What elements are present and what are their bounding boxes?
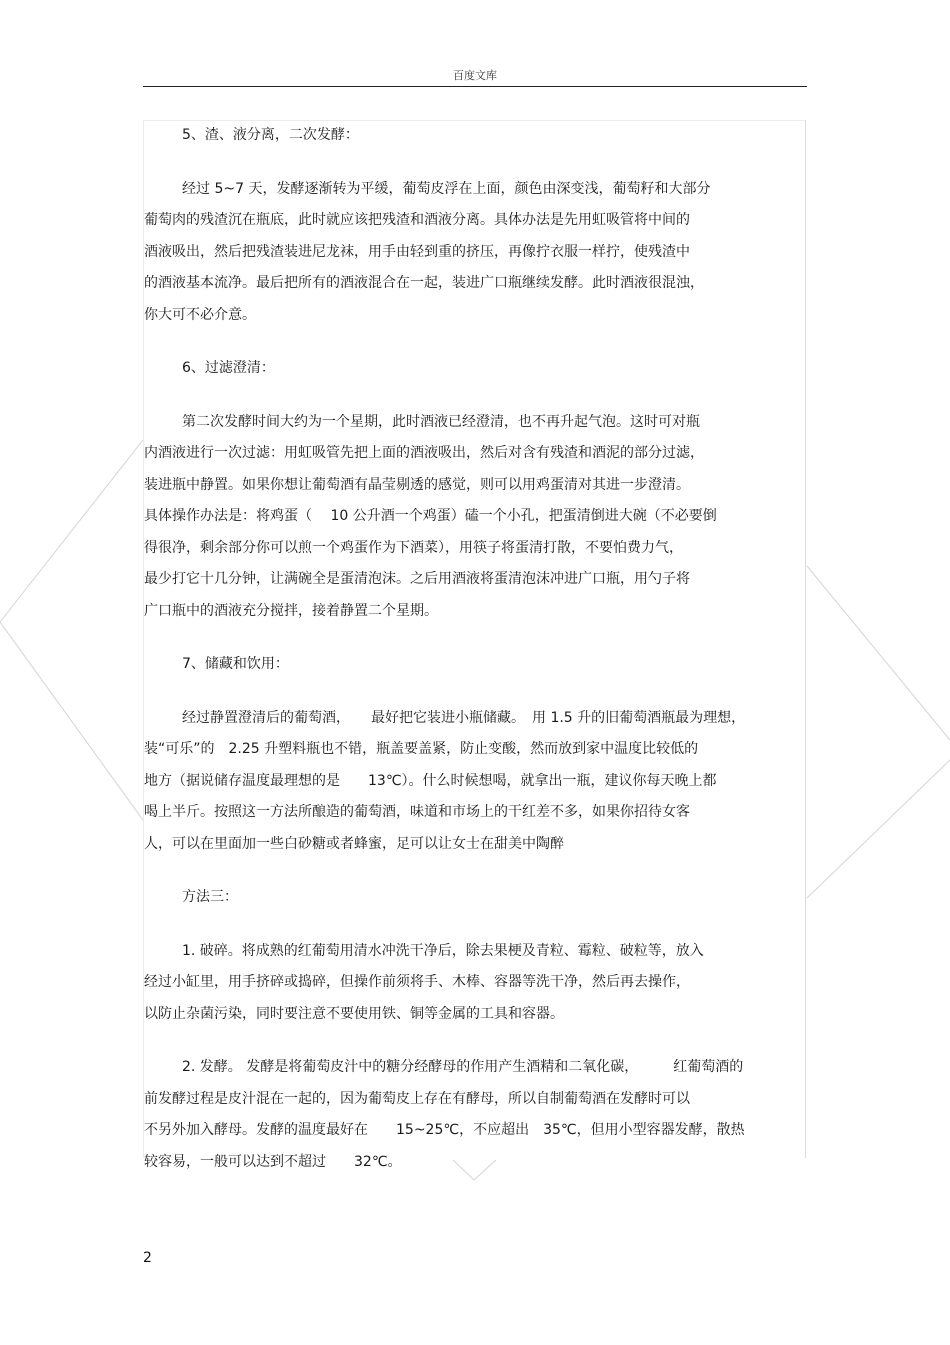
text-line: 喝上半斤。按照这一方法所酿造的葡萄酒，味道和市场上的干红差不多，如果你招待女客 [144,804,690,820]
text-line: 2. 发酵。 发酵是将葡萄皮汁中的糖分经酵母的作用产生酒精和二氧化碳， 红葡萄酒的 [182,1059,744,1075]
paragraph [144,1052,804,1178]
document-body [144,120,804,1178]
section-heading: 5、渣、液分离，二次发酵： [182,127,359,143]
text-line: 经过小缸里，用手挤碎或捣碎，但操作前须将手、木棒、容器等洗干净，然后再去操作， [144,974,690,990]
text-line: 前发酵过程是皮汁混在一起的，因为葡萄皮上存在有酵母，所以自制葡萄酒在发酵时可以 [144,1090,690,1107]
page-number: 2 [143,1250,152,1266]
section-fermentation [144,1052,804,1178]
text-line: 1. 破碎。将成熟的红葡萄用清水冲洗干净后，除去果梗及青粒、霉粒、破粒等，放入 [182,942,704,959]
section-heading: 方法三： [182,889,238,905]
text-line: 装进瓶中静置。如果你想让葡萄酒有晶莹剔透的感觉，则可以用鸡蛋清对其进一步澄清。 [144,476,690,493]
text-line: 装“可乐”的 2.25 升塑料瓶也不错，瓶盖要盖紧，防止变酸，然而放到家中温度比较低的 [144,741,699,757]
paragraph [144,407,804,628]
text-line: 酒液吸出，然后把残渣装进尼龙袜，用手由轻到重的挤压，再像拧衣服一样拧，使残渣中 [144,243,690,260]
header-title: 百度文库 [453,69,497,82]
text-line: 得很净，剩余部分你可以煎一个鸡蛋作为下酒菜），用筷子将蛋清打散，不要怕费力气， [144,539,683,556]
section-step-7 [144,649,804,860]
text-line: 葡萄肉的残渣沉在瓶底，此时就应该把残渣和酒液分离。具体办法是先用虹吸管将中间的 [144,212,690,228]
paragraph [144,174,804,332]
text-line: 经过 5~7 天，发酵逐渐转为平缓，葡萄皮浮在上面，颜色由深变浅，葡萄籽和大部分 [182,180,711,197]
section-heading: 7、储藏和饮用： [182,656,289,672]
section-step-5 [144,120,804,331]
text-line: 以防止杂菌污染，同时要注意不要使用铁、铜等金属的工具和容器。 [144,1005,564,1022]
section-method-3 [144,882,804,914]
text-line: 第二次发酵时间大约为一个星期，此时酒液已经澄清，也不再升起气泡。这时可对瓶 [182,413,700,430]
text-line: 不另外加入酵母。发酵的温度最好在 15~25℃，不应超出 35℃，但用小型容器发酵，散热 [144,1122,745,1138]
text-line: 内酒液进行一次过滤：用虹吸管先把上面的酒液吸出，然后对含有残渣和酒泥的部分过滤， [144,445,704,461]
text-line: 地方（据说储存温度最理想的是 13℃）。什么时候想喝，就拿出一瓶，建议你每天晚上都 [144,772,717,789]
text-line: 较容易，一般可以达到不超过 32℃。 [144,1153,402,1170]
section-step-6 [144,353,804,627]
text-line: 的酒液基本流净。最后把所有的酒液混合在一起，装进广口瓶继续发酵。此时酒液很混浊， [144,275,704,291]
paragraph [144,936,804,1031]
paragraph [144,703,804,861]
text-line: 最少打它十几分钟，让满碗全是蛋清泡沫。之后用酒液将蛋清泡沫冲进广口瓶，用勺子将 [144,571,690,587]
text-line: 你大可不必介意。 [144,306,256,323]
section-crushing [144,936,804,1031]
section-heading: 6、过滤澄清： [182,360,275,376]
text-line: 经过静置澄清后的葡萄酒， 最好把它装进小瓶储藏。 用 1.5 升的旧葡萄酒瓶最为理想， [182,709,746,726]
text-line: 具体操作办法是：将鸡蛋（ 10 公升酒一个鸡蛋）磕一个小孔，把蛋清倒进大碗（不必要倒 [144,508,717,524]
text-line: 人，可以在里面加一些白砂糖或者蜂蜜，足可以让女士在甜美中陶醉 [144,835,564,852]
text-line: 广口瓶中的酒液充分搅拌，接着静置二个星期。 [144,602,438,619]
